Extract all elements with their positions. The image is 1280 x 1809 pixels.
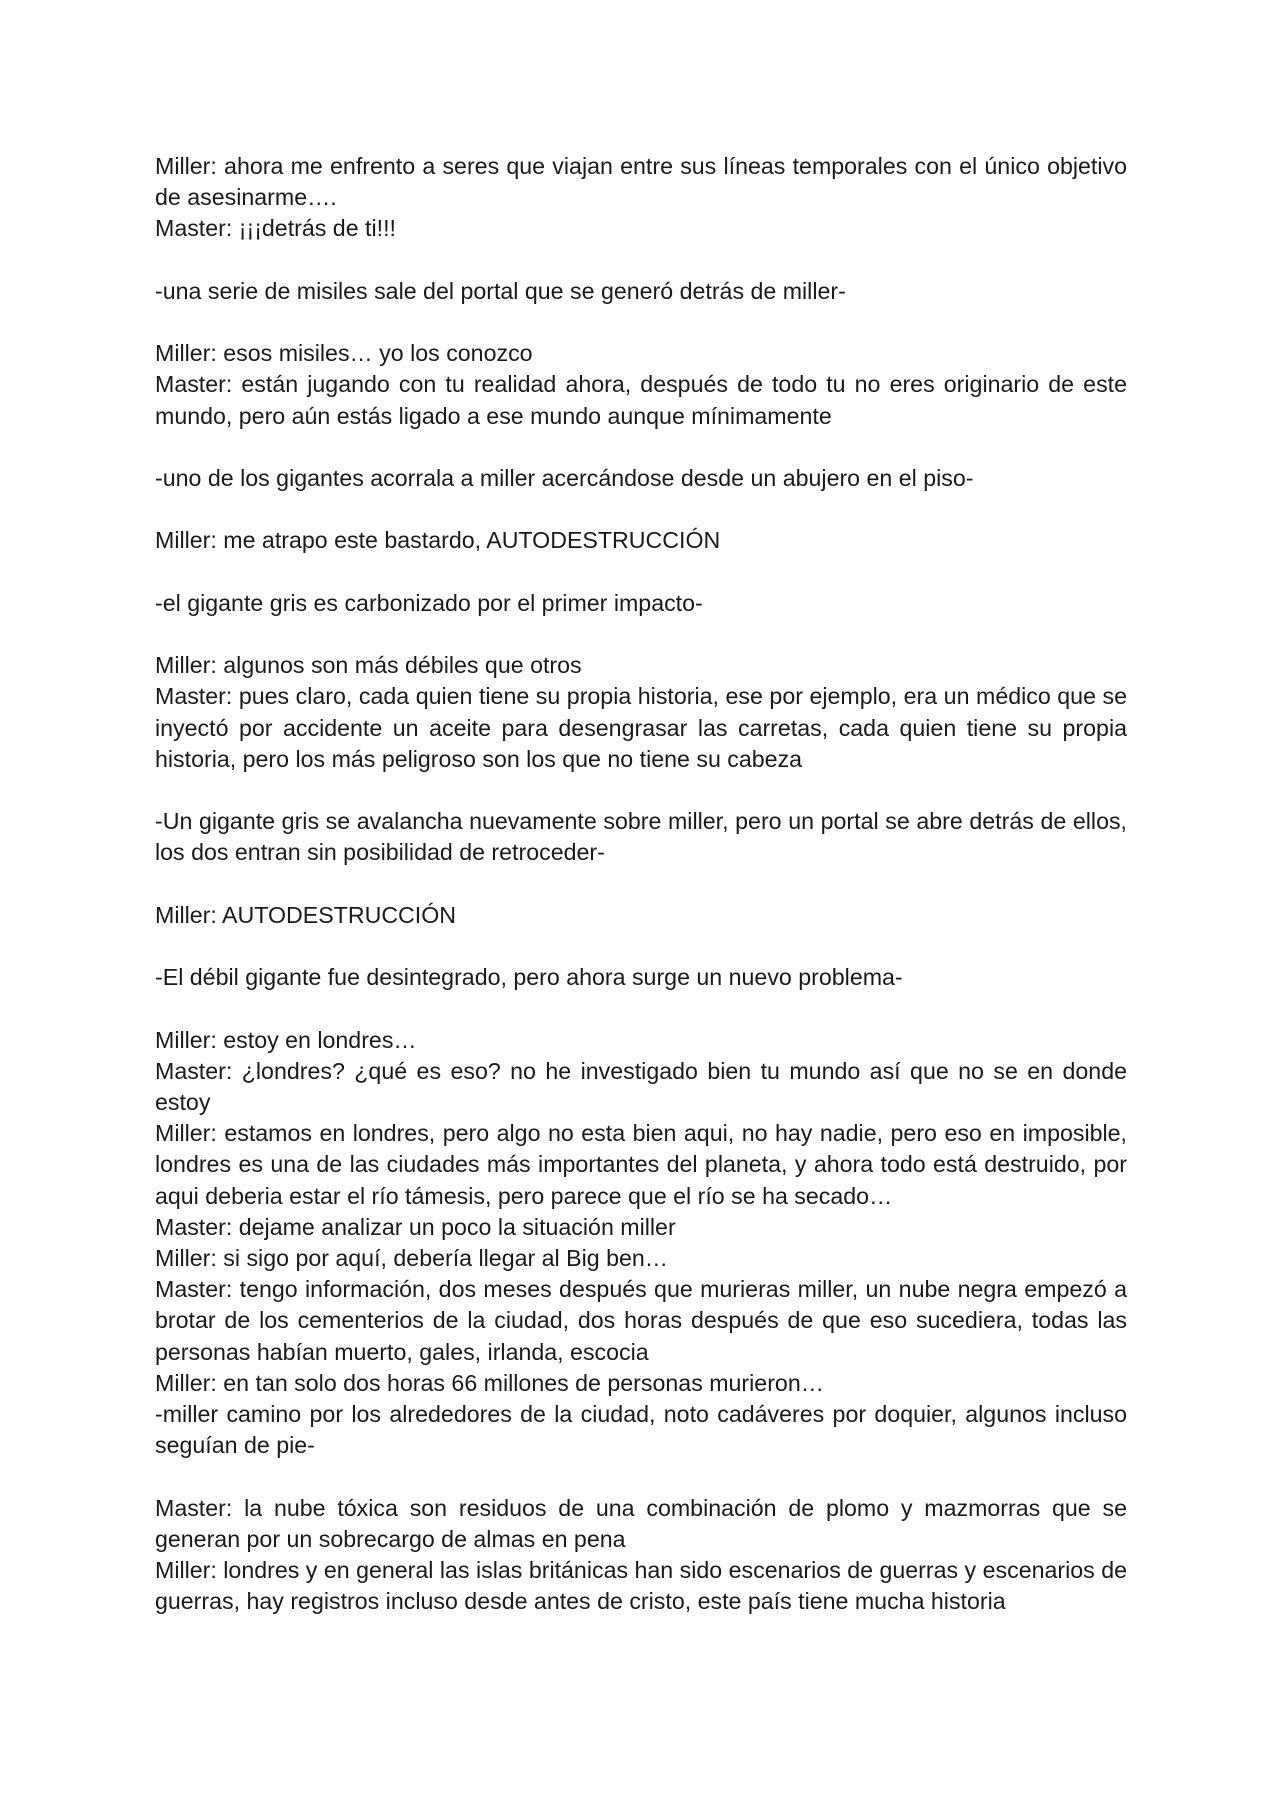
blank-line <box>155 557 1127 588</box>
blank-line <box>155 993 1127 1024</box>
paragraph: -Un gigante gris se avalancha nuevamente sobre miller, pero un portal se abre detrás de ellos, los dos entran sin posibilidad de retroceder- <box>155 808 1127 866</box>
blank-line <box>155 931 1127 962</box>
paragraph: Miller: esos misiles… yo los conozco <box>155 340 533 367</box>
paragraph: Miller: en tan solo dos horas 66 millones de personas murieron… <box>155 1369 824 1396</box>
paragraph: Miller: si sigo por aquí, debería llegar al Big ben… <box>155 1244 668 1271</box>
paragraph: Master: ¿londres? ¿qué es eso? no he investigado bien tu mundo así que no se en donde estoy <box>155 1057 1127 1115</box>
blank-line <box>155 494 1127 525</box>
paragraph: -miller camino por los alrededores de la ciudad, noto cadáveres por doquier, algunos incluso seguían de pie- <box>155 1400 1127 1459</box>
paragraph: Master: están jugando con tu realidad ahora, después de todo tu no eres originario de este mundo, pero aún estás ligado a ese mundo aunque mínimamente <box>155 371 1127 429</box>
document-page <box>155 151 1127 1617</box>
paragraph: Miller: AUTODESTRUCCIÓN <box>155 901 457 928</box>
blank-line <box>155 432 1127 463</box>
blank-line <box>155 775 1127 806</box>
paragraph: -El débil gigante fue desintegrado, pero ahora surge un nuevo problema- <box>155 964 903 991</box>
blank-line <box>155 619 1127 650</box>
paragraph: Master: ¡¡¡detrás de ti!!! <box>155 215 396 242</box>
paragraph: Miller: me atrapo este bastardo, AUTODESTRUCCIÓN <box>155 527 721 554</box>
paragraph: -el gigante gris es carbonizado por el primer impacto- <box>155 589 703 616</box>
blank-line <box>155 1461 1127 1492</box>
paragraph: Miller: estamos en londres, pero algo no esta bien aqui, no hay nadie, pero eso en imposible, londres es una de las ciudades más importantes del planeta, y ahora todo está destruido, por aqui deberia estar el río támesis, pero parece que el río se ha secado… <box>155 1120 1127 1209</box>
paragraph: Master: tengo información, dos meses después que murieras miller, un nube negra empezó a brotar de los cementerios de la ciudad, dos horas después de que eso sucediera, todas las personas habían muerto, gales, irlanda, escocia <box>155 1276 1127 1365</box>
paragraph: Miller: estoy en londres… <box>155 1026 417 1053</box>
paragraph: -una serie de misiles sale del portal que se generó detrás de miller- <box>155 277 846 304</box>
paragraph: Miller: londres y en general las islas británicas han sido escenarios de guerras y escenarios de guerras, hay registros incluso desde antes de cristo, este país tiene mucha historia <box>155 1556 1127 1615</box>
paragraph: Master: pues claro, cada quien tiene su propia historia, ese por ejemplo, era un médico que se inyectó por accidente un aceite para desengrasar las carretas, cada quien tiene su propia historia, pero los más peligroso son los que no tiene su cabeza <box>155 683 1127 772</box>
paragraph: Miller: ahora me enfrento a seres que viajan entre sus líneas temporales con el único objetivo de asesinarme…. <box>155 153 1127 211</box>
paragraph: Miller: algunos son más débiles que otros <box>155 652 582 679</box>
blank-line <box>155 869 1127 900</box>
blank-line <box>155 245 1127 276</box>
paragraph: -uno de los gigantes acorrala a miller acercándose desde un abujero en el piso- <box>155 464 974 491</box>
paragraph: Master: la nube tóxica son residuos de una combinación de plomo y mazmorras que se generan por un sobrecargo de almas en pena <box>155 1494 1127 1552</box>
blank-line <box>155 307 1127 338</box>
paragraph: Master: dejame analizar un poco la situación miller <box>155 1213 676 1240</box>
